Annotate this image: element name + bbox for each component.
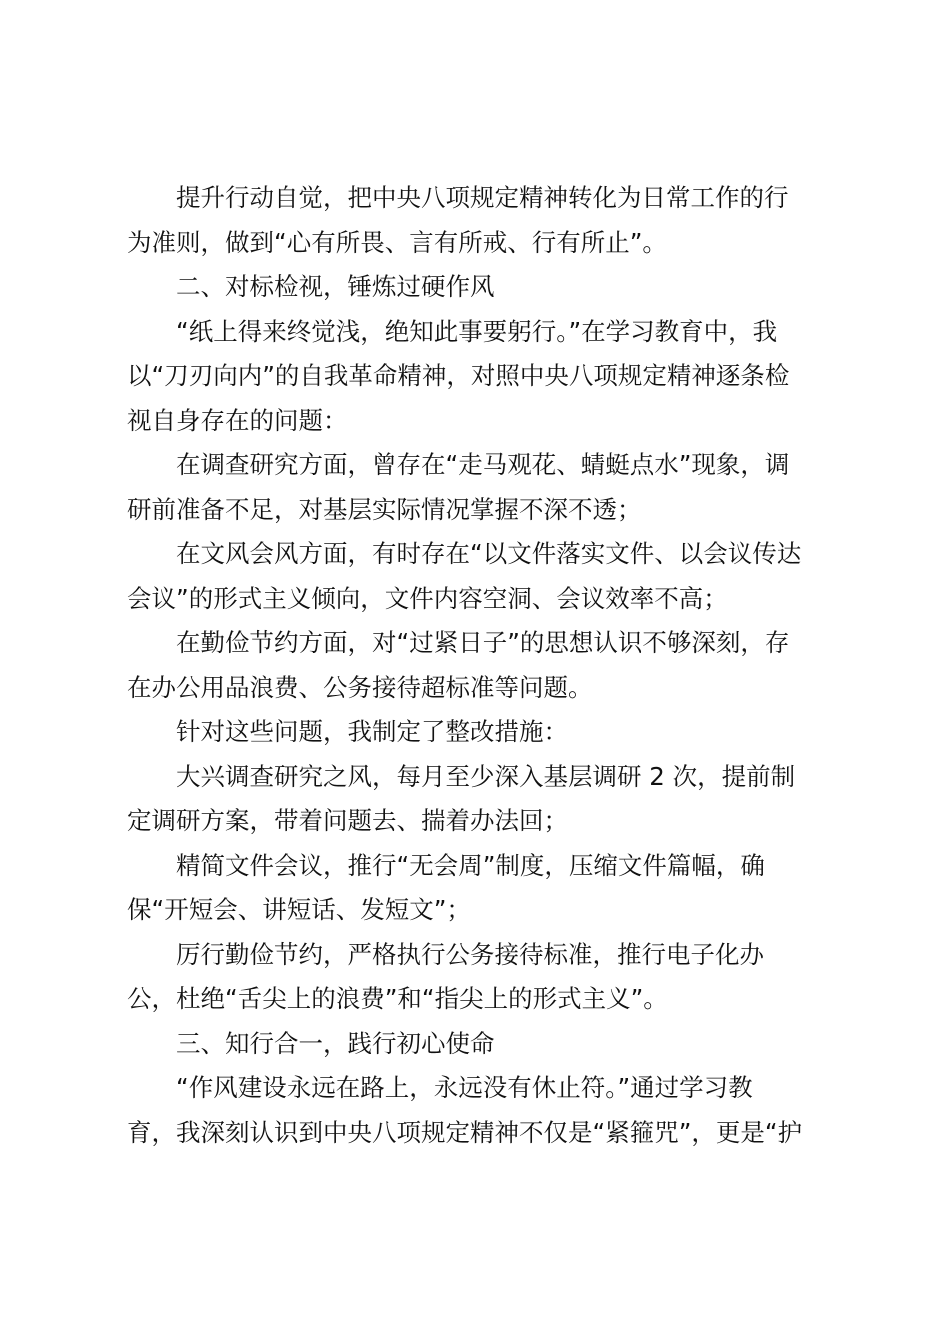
paragraph-line: 针对这些问题，我制定了整改措施： <box>176 717 568 746</box>
paragraph-line: 厉行勤俭节约，严格执行公务接待标准，推行电子化办 <box>176 939 764 969</box>
paragraph-line: 为准则，做到“心有所畏、言有所戒、行有所止”。 <box>127 227 667 257</box>
paragraph-line: 精简文件会议，推行“无会周”制度，压缩文件篇幅，确 <box>176 850 765 880</box>
section-heading: 三、知行合一，践行初心使命 <box>176 1028 495 1058</box>
paragraph-line: 定调研方案，带着问题去、揣着办法回； <box>127 806 568 835</box>
paragraph-line: 保“开短会、讲短话、发短文”； <box>127 895 471 924</box>
paragraph-line: 会议”的形式主义倾向，文件内容空洞、会议效率不高； <box>127 583 728 613</box>
paragraph-line: 提升行动自觉，把中央八项规定精神转化为日常工作的行 <box>176 183 789 212</box>
paragraph-line: 以“刀刃向内”的自我革命精神，对照中央八项规定精神逐条检 <box>127 361 790 390</box>
document-body <box>127 176 823 1155</box>
paragraph-line: 在调查研究方面，曾存在“走马观花、蜻蜓点水”现象，调 <box>176 450 790 479</box>
section-heading: 二、对标检视，锤炼过硬作风 <box>176 272 495 301</box>
paragraph-line: 在办公用品浪费、公务接待超标准等问题。 <box>127 672 593 702</box>
paragraph-line: 在文风会风方面，有时存在“以文件落实文件、以会议传达 <box>176 539 802 568</box>
paragraph-line: “作风建设永远在路上，永远没有休止符。”通过学习教 <box>176 1073 753 1102</box>
paragraph-line: 视自身存在的问题： <box>127 405 348 435</box>
paragraph-line: 在勤俭节约方面，对“过紧日子”的思想认识不够深刻，存 <box>176 628 790 657</box>
paragraph-line: 育，我深刻认识到中央八项规定精神不仅是“紧箍咒”，更是“护 <box>127 1117 803 1147</box>
paragraph-line: “纸上得来终觉浅，绝知此事要躬行。”在学习教育中，我 <box>176 316 778 346</box>
paragraph-line: 公，杜绝“舌尖上的浪费”和“指尖上的形式主义”。 <box>127 984 668 1013</box>
paragraph-line: 大兴调查研究之风，每月至少深入基层调研 2 次，提前制 <box>176 761 796 791</box>
paragraph-line: 研前准备不足，对基层实际情况掌握不深不透； <box>127 494 642 524</box>
